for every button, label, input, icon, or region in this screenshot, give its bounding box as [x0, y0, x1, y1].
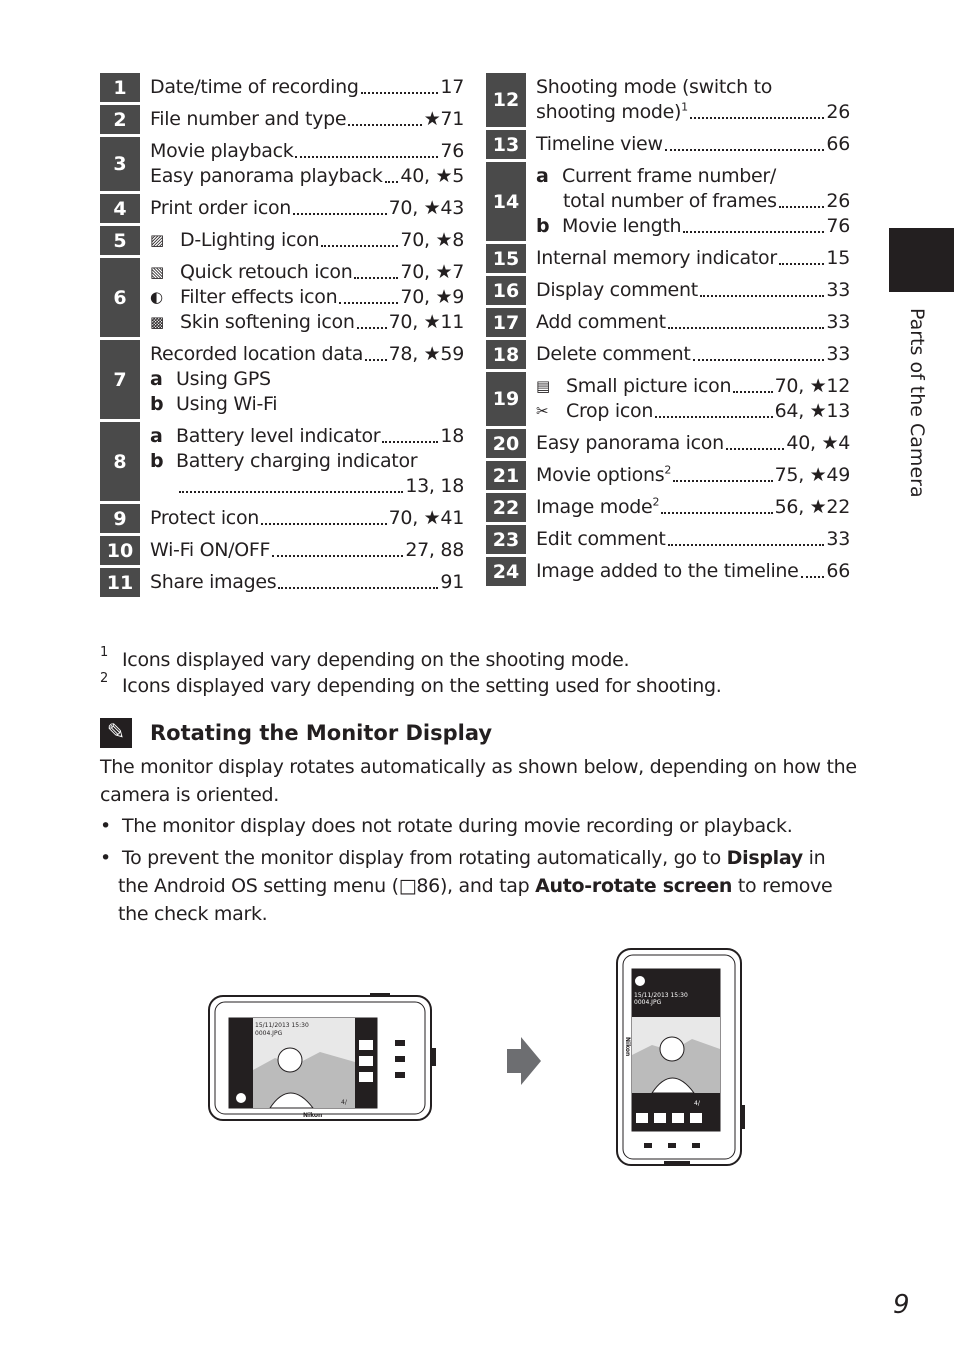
page-ref: 56, ★22 — [774, 496, 850, 518]
note-bullet-2: • To prevent the monitor display from rotating automatically, go to Display in the Android OS setting menu (□86), and tap Auto-rotate screen to remove the check mark. — [100, 847, 833, 925]
entry-line — [150, 164, 464, 189]
leader-dots — [665, 149, 825, 151]
leader-dots — [385, 181, 399, 183]
footnote-ref: 2 — [652, 495, 660, 509]
leader-dots — [348, 124, 421, 126]
entry-icon: ✂ — [536, 402, 549, 420]
entry-text: Edit comment — [536, 528, 666, 550]
table-row — [100, 194, 464, 226]
entry-text: Protect icon — [150, 507, 260, 529]
page-ref: 40, ★5 — [400, 165, 464, 187]
entry-sub-letter: a — [150, 425, 163, 447]
row-body — [140, 137, 464, 191]
parts-table-left — [100, 73, 464, 600]
row-body — [140, 340, 464, 419]
row-number: 5 — [100, 226, 140, 255]
rotate-arrow-icon — [505, 1035, 543, 1087]
entry-sub-letter: b — [150, 450, 164, 472]
table-row — [486, 244, 850, 276]
row-body — [526, 162, 850, 241]
entry-line — [150, 570, 464, 595]
entry-icon: ▨ — [150, 231, 164, 249]
entry-line — [536, 164, 850, 189]
entry-text: Current frame number/ — [562, 165, 777, 187]
entry-text: Movie length — [562, 215, 682, 237]
leader-dots — [655, 416, 773, 418]
note-intro: The monitor display rotates automatically as shown below, depending on how the camera is oriented. — [100, 756, 857, 806]
leader-dots — [683, 231, 824, 233]
row-number: 12 — [486, 73, 526, 127]
entry-sub-letter: a — [150, 368, 163, 390]
leader-dots — [278, 587, 438, 589]
page-ref: 70, ★41 — [388, 507, 464, 529]
page-ref: 78, ★59 — [388, 343, 464, 365]
leader-dots — [700, 295, 825, 297]
entry-text: Shooting mode (switch to — [536, 76, 773, 98]
leader-dots — [661, 512, 772, 514]
page-ref: 70, ★11 — [388, 311, 464, 333]
row-number: 11 — [100, 568, 140, 597]
row-number: 16 — [486, 276, 526, 305]
leader-dots — [365, 359, 387, 361]
row-number: 8 — [100, 422, 140, 501]
row-body — [526, 244, 850, 273]
entry-line — [536, 559, 850, 584]
entry-sub-letter: a — [536, 165, 549, 187]
row-number: 23 — [486, 525, 526, 554]
entry-line — [150, 75, 464, 100]
row-number: 1 — [100, 73, 140, 102]
entry-line — [150, 342, 464, 367]
page-ref: 76 — [440, 140, 464, 162]
row-body — [140, 73, 464, 102]
entry-text: Quick retouch icon — [180, 261, 353, 283]
entry-line — [150, 449, 464, 474]
row-body — [526, 372, 850, 426]
page-ref: 26 — [826, 190, 850, 212]
page-ref: 70, ★9 — [400, 286, 464, 308]
row-number: 20 — [486, 429, 526, 458]
entry-line — [536, 527, 850, 552]
entry-text: Battery charging indicator — [176, 450, 418, 472]
table-row — [486, 73, 850, 130]
page-ref: 33 — [826, 311, 850, 333]
row-body — [140, 536, 464, 565]
row-body — [140, 105, 464, 134]
section-label: Parts of the Camera — [906, 308, 928, 498]
entry-text: Using Wi-Fi — [176, 393, 278, 415]
entry-icon: ▤ — [536, 377, 550, 395]
entry-line — [150, 310, 464, 335]
entry-line — [536, 132, 850, 157]
table-row — [486, 130, 850, 162]
landscape-brand: Nikon — [303, 1112, 323, 1119]
entry-text: Skin softening icon — [180, 311, 355, 333]
entry-text: Delete comment — [536, 343, 691, 365]
entry-text: Print order icon — [150, 197, 292, 219]
table-row — [486, 162, 850, 244]
entry-line — [150, 139, 464, 164]
leader-dots — [668, 327, 825, 329]
entry-text: shooting mode)$^1$ — [536, 100, 688, 123]
leader-dots — [779, 263, 825, 265]
table-row — [100, 504, 464, 536]
page-ref: 70, ★43 — [388, 197, 464, 219]
entry-text: Movie options$^2$ — [536, 463, 672, 486]
row-number: 22 — [486, 493, 526, 522]
page-ref: 15 — [826, 247, 850, 269]
row-body — [140, 422, 464, 501]
leader-dots — [261, 523, 387, 525]
page-ref: 18 — [440, 425, 464, 447]
table-row — [486, 429, 850, 461]
page-number: 9 — [893, 1290, 910, 1320]
page-ref: 13, 18 — [405, 475, 464, 497]
table-row — [486, 308, 850, 340]
entry-text: Recorded location data — [150, 343, 364, 365]
leader-dots — [295, 156, 438, 158]
entry-line — [150, 474, 464, 499]
row-number: 7 — [100, 340, 140, 419]
entry-line — [150, 367, 464, 392]
leader-dots — [668, 544, 825, 546]
entry-line — [536, 75, 850, 100]
row-body — [526, 340, 850, 369]
entry-text: Internal memory indicator — [536, 247, 777, 269]
page-ref: 17 — [440, 76, 464, 98]
row-number: 14 — [486, 162, 526, 241]
entry-text: Battery level indicator — [176, 425, 381, 447]
entry-line — [536, 310, 850, 335]
entry-line — [536, 463, 850, 488]
table-row — [100, 137, 464, 194]
entry-text: Easy panorama playback — [150, 165, 383, 187]
entry-text: total number of frames — [563, 190, 777, 212]
row-body — [140, 568, 464, 597]
table-row — [486, 557, 850, 589]
entry-line — [536, 189, 850, 214]
row-number: 3 — [100, 137, 140, 191]
row-body — [140, 258, 464, 337]
entry-line — [536, 278, 850, 303]
leader-dots — [733, 391, 772, 393]
entry-text: Easy panorama icon — [536, 432, 724, 454]
row-body — [140, 226, 464, 255]
note-bullet-1: • The monitor display does not rotate during movie recording or playback. — [100, 815, 793, 837]
page-ref: 40, ★4 — [786, 432, 850, 454]
table-row — [486, 372, 850, 429]
row-body — [526, 493, 850, 522]
row-number: 21 — [486, 461, 526, 490]
entry-text: Date/time of recording — [150, 76, 359, 98]
entry-icon: ▧ — [150, 263, 164, 281]
leader-dots — [293, 213, 387, 215]
page-ref: 70, ★8 — [400, 229, 464, 251]
entry-line — [150, 107, 464, 132]
entry-line — [150, 506, 464, 531]
entry-icon: ▩ — [150, 313, 164, 331]
table-row — [100, 340, 464, 422]
table-row — [100, 105, 464, 137]
portrait-datetime: 15/11/2013 15:30 — [634, 992, 688, 999]
entry-text: Movie playback — [150, 140, 294, 162]
row-body — [140, 504, 464, 533]
entry-line — [536, 342, 850, 367]
page-ref: 70, ★7 — [400, 261, 464, 283]
entry-line — [150, 424, 464, 449]
row-number: 9 — [100, 504, 140, 533]
leader-dots — [354, 277, 398, 279]
entry-icon: ◐ — [150, 288, 163, 306]
row-body — [526, 308, 850, 337]
table-row — [100, 258, 464, 340]
entry-text: Add comment — [536, 311, 666, 333]
entry-text: Using GPS — [176, 368, 271, 390]
row-number: 18 — [486, 340, 526, 369]
leader-dots — [690, 117, 825, 119]
entry-line — [150, 392, 464, 417]
row-number: 4 — [100, 194, 140, 223]
table-row — [486, 340, 850, 372]
table-row — [486, 276, 850, 308]
entry-text: Small picture icon — [566, 375, 732, 397]
table-row — [100, 568, 464, 600]
leader-dots — [779, 206, 825, 208]
page-ref: 33 — [826, 343, 850, 365]
camera-landscape-illustration — [205, 990, 437, 1125]
entry-line — [536, 374, 850, 399]
leader-dots — [726, 448, 785, 450]
leader-dots — [179, 491, 403, 493]
landscape-datetime: 15/11/2013 15:30 — [255, 1022, 309, 1029]
row-number: 13 — [486, 130, 526, 159]
footnote-2: 2 Icons displayed vary depending on the setting used for shooting. — [100, 671, 722, 697]
page-ref: 66 — [826, 133, 850, 155]
table-row — [100, 226, 464, 258]
section-tab — [889, 228, 954, 292]
page-ref: 27, 88 — [405, 539, 464, 561]
entry-text: D-Lighting icon — [180, 229, 320, 251]
row-number: 10 — [100, 536, 140, 565]
landscape-file: 0004.JPG — [255, 1030, 283, 1037]
parts-table-right — [486, 73, 850, 589]
camera-portrait-illustration — [612, 945, 746, 1170]
page-ref: 91 — [440, 571, 464, 593]
entry-text: File number and type — [150, 108, 347, 130]
page-ref: 33 — [826, 279, 850, 301]
page-ref: ★71 — [423, 108, 464, 130]
portrait-file: 0004.JPG — [634, 999, 662, 1006]
row-body — [526, 525, 850, 554]
entry-sub-letter: b — [150, 393, 164, 415]
entry-line — [150, 260, 464, 285]
footnote-ref: 1 — [681, 100, 688, 114]
row-body — [526, 276, 850, 305]
row-number: 17 — [486, 308, 526, 337]
portrait-counter: 4/ — [694, 1100, 700, 1107]
leader-dots — [382, 441, 438, 443]
page-ref: 33 — [826, 528, 850, 550]
row-body — [140, 194, 464, 223]
leader-dots — [321, 245, 398, 247]
row-number: 6 — [100, 258, 140, 337]
entry-line — [536, 214, 850, 239]
entry-line — [536, 495, 850, 520]
entry-line — [536, 246, 850, 271]
entry-text: Image mode$^2$ — [536, 495, 660, 518]
page-ref: 64, ★13 — [774, 400, 850, 422]
table-row — [486, 525, 850, 557]
footnote-ref: 2 — [664, 463, 672, 477]
footnote-1: 1 Icons displayed vary depending on the shooting mode. — [100, 645, 630, 671]
entry-line — [150, 285, 464, 310]
leader-dots — [339, 302, 398, 304]
entry-line — [150, 228, 464, 253]
page-ref: 66 — [826, 560, 850, 582]
table-row — [486, 493, 850, 525]
entry-line — [536, 100, 850, 125]
row-number: 24 — [486, 557, 526, 586]
note-title: Rotating the Monitor Display — [150, 721, 493, 745]
row-number: 2 — [100, 105, 140, 134]
table-row — [100, 422, 464, 504]
leader-dots — [693, 359, 825, 361]
row-body — [526, 130, 850, 159]
entry-text: Image added to the timeline — [536, 560, 799, 582]
leader-dots — [357, 327, 387, 329]
page-ref: 76 — [826, 215, 850, 237]
portrait-brand: Nikon — [624, 1037, 631, 1057]
entry-text: Display comment — [536, 279, 698, 301]
leader-dots — [272, 555, 403, 557]
table-row — [100, 536, 464, 568]
entry-text: Wi-Fi ON/OFF — [150, 539, 271, 561]
note-pencil-icon: ✎ — [100, 718, 132, 748]
leader-dots — [801, 576, 825, 578]
page-ref: 70, ★12 — [774, 375, 850, 397]
table-row — [100, 73, 464, 105]
page-ref: 75, ★49 — [774, 464, 850, 486]
row-body — [526, 557, 850, 586]
row-body — [526, 461, 850, 490]
entry-sub-letter: b — [536, 215, 550, 237]
row-body — [526, 73, 850, 127]
entry-text: Share images — [150, 571, 277, 593]
entry-line — [150, 196, 464, 221]
landscape-counter: 4/ — [341, 1099, 347, 1106]
leader-dots — [673, 480, 773, 482]
entry-text: Timeline view — [536, 133, 663, 155]
entry-line — [536, 431, 850, 456]
table-row — [486, 461, 850, 493]
leader-dots — [361, 92, 439, 94]
entry-line — [536, 399, 850, 424]
row-body — [526, 429, 850, 458]
entry-text: Crop icon — [566, 400, 654, 422]
entry-text: Filter effects icon — [180, 286, 338, 308]
page-ref: 26 — [826, 101, 850, 123]
row-number: 19 — [486, 372, 526, 426]
row-number: 15 — [486, 244, 526, 273]
entry-line — [150, 538, 464, 563]
